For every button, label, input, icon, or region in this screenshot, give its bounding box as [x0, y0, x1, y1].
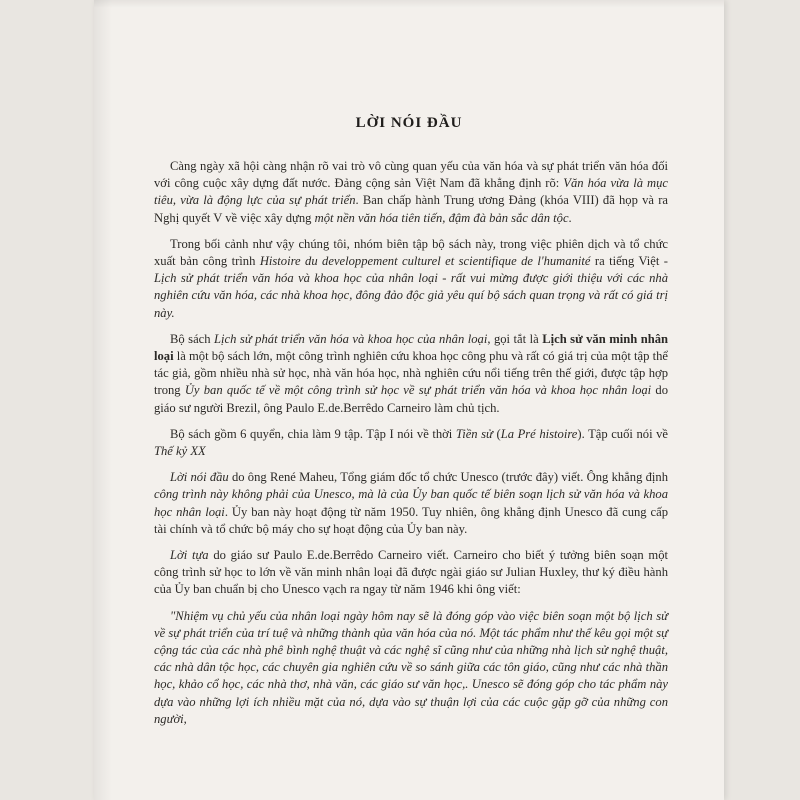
- italic-text: Ủy ban quốc tế về một công trình sử học về sự phát triển văn hóa và khoa học nhân loại: [184, 383, 652, 398]
- text-run: . Ủy ban này hoạt động từ năm 1950. Tuy nhiên, ông khẳng định Unesco đã cung cấp tài chính và tổ chức bộ máy cho sự hoạt động của Ủy ban này.: [154, 504, 668, 536]
- text-run: Bộ sách: [170, 331, 215, 346]
- text-run: . Ban chấp hành Trung ương Đảng (khóa VIII) đã họp và ra Nghị quyết V về việc xây dựng: [154, 193, 668, 225]
- italic-text: La Pré histoire: [500, 426, 578, 441]
- text-run: do giáo sư người Brezil, ông Paulo E.de.Berrêdo Carneiro làm chủ tịch.: [154, 383, 668, 415]
- text-run: do ông René Maheu, Tổng giám đốc tổ chức Unesco (trước đây) viết. Ông khẳng định: [228, 470, 668, 485]
- text-run: là một bộ sách lớn, một công trình nghiên cứu khoa học công phu và rất có giá trị của một tập thể tác giả, gồm nhiều nhà sử học, nhà văn hóa học, nhà nghiên cứu nổi tiếng trên thế giới, được tập hợp trong: [154, 349, 668, 398]
- text-run: ra tiếng Việt -: [590, 254, 668, 269]
- italic-text: một nền văn hóa tiên tiến, đậm đà bản sắc dân tộc: [314, 210, 569, 225]
- italic-text: Lịch sử phát triển văn hóa và khoa học của nhân loại: [214, 331, 488, 346]
- page-title: LỜI NÓI ĐẦU: [355, 115, 463, 131]
- bold-text: Lịch sử văn minh nhân loại: [154, 331, 669, 364]
- text-run: ). Tập cuối nói về: [577, 426, 669, 441]
- paragraph: [154, 469, 668, 538]
- italic-text: Lời nói đầu: [170, 470, 229, 485]
- text-run: (: [492, 426, 501, 441]
- paragraph: [154, 158, 668, 227]
- body-text: [154, 158, 668, 737]
- italic-text: Văn hóa vừa là mục tiêu, vừa là động lực của sự phát triển: [154, 176, 668, 208]
- text-run: , gọi tắt là: [487, 331, 543, 346]
- text-run: do giáo sư Paulo E.de.Berrêdo Carneiro viết. Carneiro cho biết ý tưởng biên soạn một công trình sử học to lớn về văn minh nhân loại đã được ngài giáo sư Julian Huxley, thư ký điều hành của Ủy ban chuẩn bị cho Unesco vạch ra ngay từ năm 1946 khi ông viết:: [154, 548, 668, 597]
- page-top-shadow: [94, 0, 724, 8]
- paragraph: [154, 547, 668, 599]
- italic-text: Lịch sử phát triển văn hóa và khoa học của nhân loại - rất vui mừng được giới thiệu với các nhà nghiên cứu văn hóa, các nhà khoa học, đông đảo độc giả yêu quí bộ sách quan trọng và rất có giá trị này.: [154, 271, 668, 320]
- italic-text: Histoire du developpement culturel et scientifique de l'humanité: [259, 254, 591, 269]
- italic-text: "Nhiệm vụ chủ yếu của nhân loại ngày hôm nay sẽ là đóng góp vào việc biên soạn một bộ lịch sử về sự phát triển của trí tuệ và những thành qủa văn hóa của nó. Một tác phẩm như thế kêu gọi một sự cộng tác của các nhà phê bình nghệ thuật và các nghệ sĩ cũng như của những nhà lịch sử nghệ thuật, các nhà dân tộc học, các chuyên gia nghiên cứu về so sánh giữa các tôn giáo, cũng như các nhà thần học, khảo cổ học, các nhà thơ, nhà văn, các giáo sư văn học,. Unesco sẽ đóng góp cho tác phẩm này dựa vào những lợi ích nhiều mặt của nó, dựa vào sự thuận lợi của các cuộc gặp gỡ của những con người,: [154, 608, 668, 726]
- italic-text: Thế kỷ XX: [154, 444, 206, 459]
- text-run: Bộ sách gồm 6 quyển, chia làm 9 tập. Tập I nói về thời: [170, 426, 456, 441]
- paragraph: [154, 331, 668, 417]
- paragraph: [154, 236, 668, 322]
- text-run: Trong bối cảnh như vậy chúng tôi, nhóm biên tập bộ sách này, trong việc phiên dịch và tổ chức xuất bản công trình: [154, 236, 668, 269]
- italic-text: công trình này không phải của Unesco, mà là của Ủy ban quốc tế biên soạn lịch sử văn hóa và khoa học nhân loại: [154, 487, 668, 519]
- paragraph: [154, 608, 668, 728]
- text-run: .: [568, 210, 572, 225]
- paragraph: [154, 426, 668, 460]
- text-run: Càng ngày xã hội càng nhận rõ vai trò vô cùng quan yếu của văn hóa và sự phát triển văn hóa đối với công cuộc xây dựng đất nước. Đảng cộng sản Việt Nam đã khẳng định rõ:: [154, 159, 668, 191]
- italic-text: Lời tựa: [170, 548, 209, 563]
- italic-text: Tiền sử: [455, 426, 493, 441]
- book-page: [94, 0, 724, 800]
